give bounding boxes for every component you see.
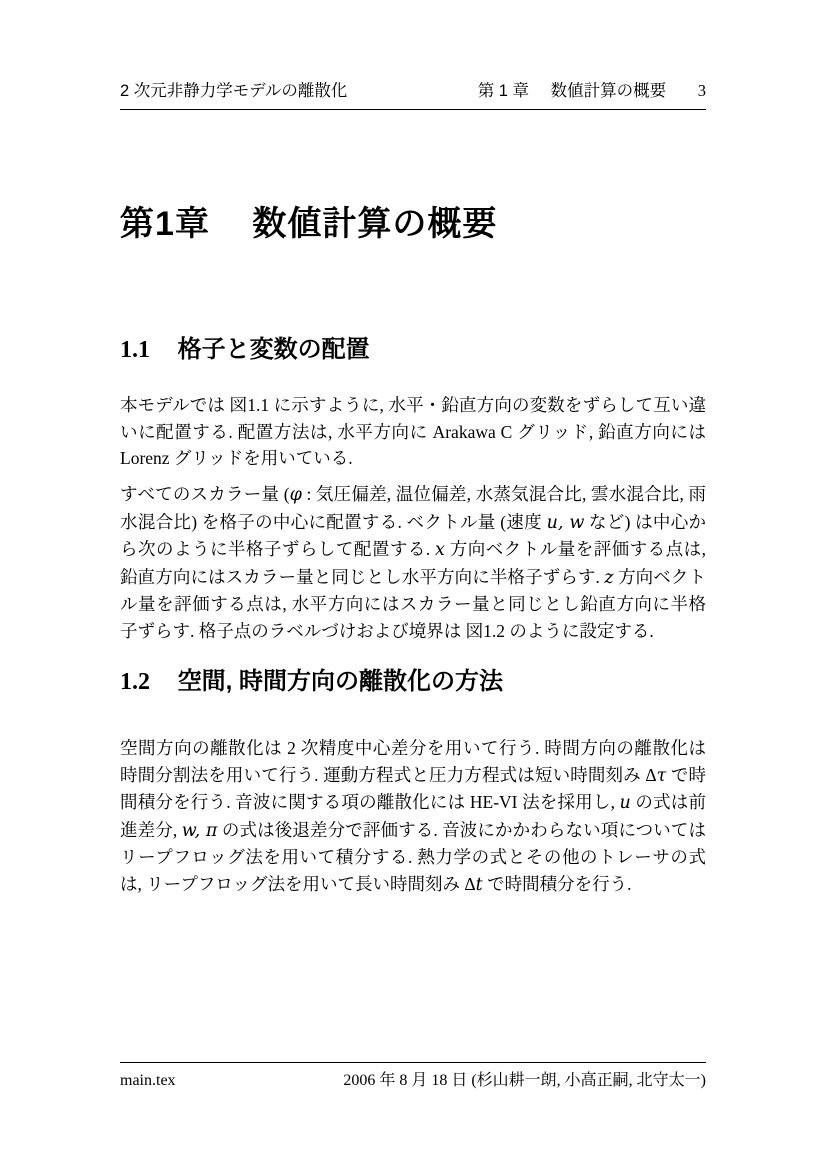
math-variable: φ [289,485,302,505]
section-number: 1.2 [120,669,150,695]
footer-date-authors: 2006 年 8 月 18 日 (杉山耕一朗, 小高正嗣, 北守太一) [343,1072,706,1089]
math-variable: u, w [546,512,585,533]
math-variable: w, π [181,820,218,841]
text-run: の式は後退差分で評価する. 音波にかかわらない項についてはリープフロッグ法を用いて積分する. 熱力学の式とその他のトレーサの式は, リープフロッグ法を用いて長い時間刻み Δ [120,819,707,894]
text-run: で時間積分を行う. [482,873,632,894]
math-variable: x [435,540,445,561]
math-variable: τ [656,765,667,786]
header-chapter-mark [478,83,706,100]
section-heading-1-1 [120,336,370,365]
header-running-title: 2 次元非静力学モデルの離散化 [120,82,348,100]
page-number: 3 [697,81,706,100]
paragraph-grid-layout-intro [120,392,706,472]
text-run: 方向ベクトル量を評価する点は, 水平方向にはスカラー量と同じとし鉛直方向に半格子ずらす. 格子点のラベルづけおよび境界は 図1.2 のように設定する. [120,566,707,641]
chapter-number-label: 第1章 [120,205,210,243]
section-heading-1-2 [120,668,503,697]
text-run: 空間方向の離散化は 2 次精度中心差分を用いて行う. 時間方向の離散化は時間分割法を用いて行う. 運動方程式と圧力方程式は短い時間刻み Δ [120,738,706,785]
paragraph-discretization-method [120,735,706,899]
page-footer [120,1062,706,1090]
text-run: など) は中心から次のように半格子ずらして配置する. [120,511,707,560]
text-run: の式は前進差分, [120,792,706,840]
text-run: 方向ベクトル量を評価する点は, 鉛直方向にはスカラー量と同じとし水平方向に半格子ずらす. [120,539,707,587]
chapter-title-text: 数値計算の概要 [252,205,498,243]
text-run: : 気圧偏差, 温位偏差, 水蒸気混合比, 雲水混合比, 雨水混合比) を格子の中心に配置する. ベクトル量 (速度 [120,484,706,532]
text-run: で時間積分を行う. 音波に関する項の離散化には HE-VI 法を採用し, [120,764,706,813]
section-title: 格子と変数の配置 [177,336,370,363]
math-variable: u [619,793,631,814]
text-run: すべてのスカラー量 ( [120,484,290,504]
paragraph-scalar-vector-placement [120,481,706,645]
section-number: 1.1 [120,337,150,363]
chapter-heading [120,204,497,245]
header-chapter-label: 第 1 章 [477,82,530,100]
text-run: 本モデルでは 図1.1 に示すように, 水平・鉛直方向の変数をずらして互い違いに配置する. 配置方法は, 水平方向に Arakawa C グリッド, 鉛直方向には Lorenz グリッドを用いている. [120,395,706,469]
section-title: 空間, 時間方向の離散化の方法 [177,668,504,695]
math-variable: t [475,874,483,895]
footer-filename: main.tex [120,1072,176,1089]
header-chapter-title: 数値計算の概要 [550,82,667,100]
page-header [120,83,706,110]
math-variable: z [604,567,614,588]
